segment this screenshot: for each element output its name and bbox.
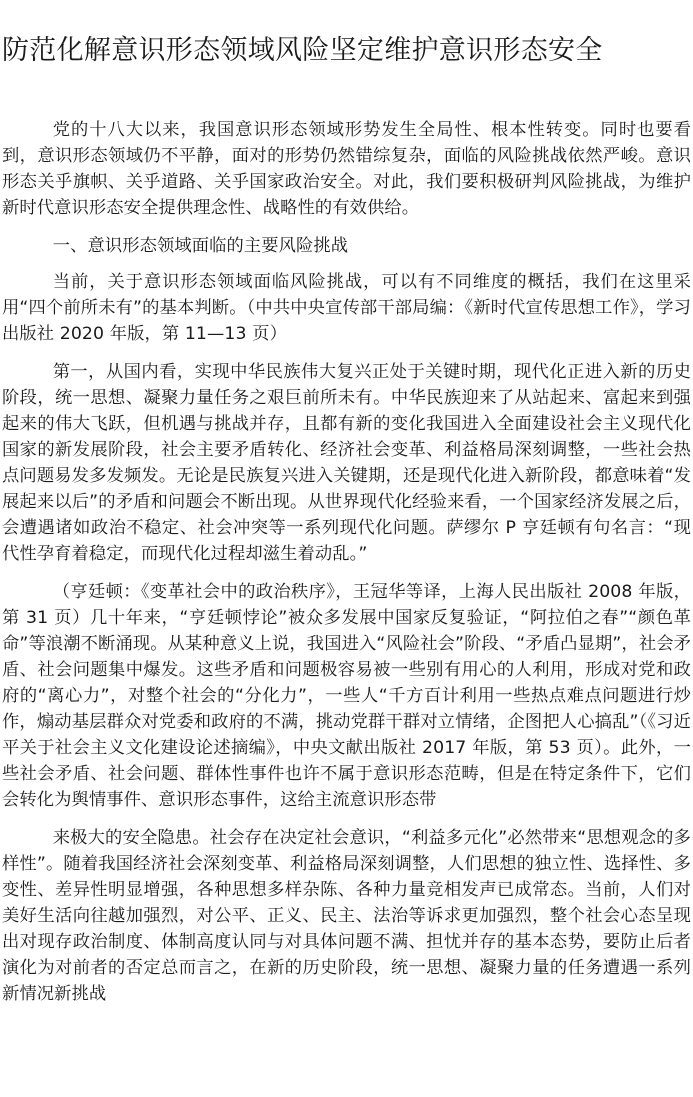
section-heading: 一、意识形态领域面临的主要风险挑战 — [52, 236, 349, 256]
paragraph-judgment: 当前，关于意识形态领域面临风险挑战，可以有不同维度的概括，我们在这里采用“四个前所未有”的基本判断。（中共中央宣传部干部局编：《新时代宣传思想工作》，学习出版社 2020 年版，第 11—13 页） — [2, 272, 691, 344]
paragraph-social-awareness: 来极大的安全隐患。社会存在决定社会意识，“利益多元化”必然带来“思想观念的多样性”。随着我国经济社会深刻变革、利益格局深刻调整，人们思想的独立性、选择性、多变性、差异性明显增强，各种思想多样杂陈、各种力量竞相发声已成常态。当前，人们对美好生活向往越加强烈，对公平、正义、民主、法治等诉求更加强烈，整个社会心态呈现出对现存政治制度、体制高度认同与对具体问题不满、担忧并存的基本态势，要防止后者演化为对前者的否定总而言之，在新的历史阶段，统一思想、凝聚力量的任务遭遇一系列新情况新挑战 — [2, 828, 691, 1004]
paragraph-huntington: （亨廷顿：《变革社会中的政治秩序》，王冠华等译，上海人民出版社 2008 年版，第 31 页）几十年来，“亨廷顿悖论”被众多发展中国家反复验证，“阿拉伯之春”“颜色革命”等浪潮不断涌现。从某种意义上说，我国进入“风险社会”阶段、“矛盾凸显期”，社会矛盾、社会问题集中爆发。这些矛盾和问题极容易被一些别有用心的人利用，形成对党和政府的“离心力”，对整个社会的“分化力”，一些人“千方百计利用一些热点难点问题进行炒作，煽动基层群众对党委和政府的不满，挑动党群干群对立情绪，企图把人心搞乱”（《习近平关于社会主义文化建设论述摘编》，中央文献出版社 2017 年版，第 53 页）。此外，一些社会矛盾、社会问题、群体性事件也许不属于意识形态范畴，但是在特定条件下，它们会转化为舆情事件、意识形态事件，这给主流意识形态带 — [2, 582, 691, 810]
paragraph-domestic: 第一，从国内看，实现中华民族伟大复兴正处于关键时期，现代化正进入新的历史阶段，统一思想、凝聚力量任务之艰巨前所未有。中华民族迎来了从站起来、富起来到强起来的伟大飞跃，但机遇与挑战并存，且都有新的变化我国进入全面建设社会主义现代化国家的新发展阶段，社会主要矛盾转化、经济社会变革、利益格局深刻调整，一些社会热点问题易发多发频发。无论是民族复兴进入关键期，还是现代化进入新阶段，都意味着“发展起来以后”的矛盾和问题会不断出现。从世界现代化经验来看，一个国家经济发展之后，会遭遇诸如政治不稳定、社会冲突等一系列现代化问题。萨缪尔 P 亨廷顿有句名言：“现代性孕育着稳定，而现代化过程却滋生着动乱。” — [2, 362, 691, 564]
article-body — [2, 117, 691, 1019]
article-title: 防范化解意识形态领域风险坚定维护意识形态安全 — [2, 35, 603, 66]
paragraph-intro: 党的十八大以来，我国意识形态领域形势发生全局性、根本性转变。同时也要看到，意识形态领域仍不平静，面对的形势仍然错综复杂，面临的风险挑战依然严峻。意识形态关乎旗帜、关乎道路、关乎国家政治安全。对此，我们要积极研判风险挑战，为维护新时代意识形态安全提供理念性、战略性的有效供给。 — [2, 120, 691, 218]
